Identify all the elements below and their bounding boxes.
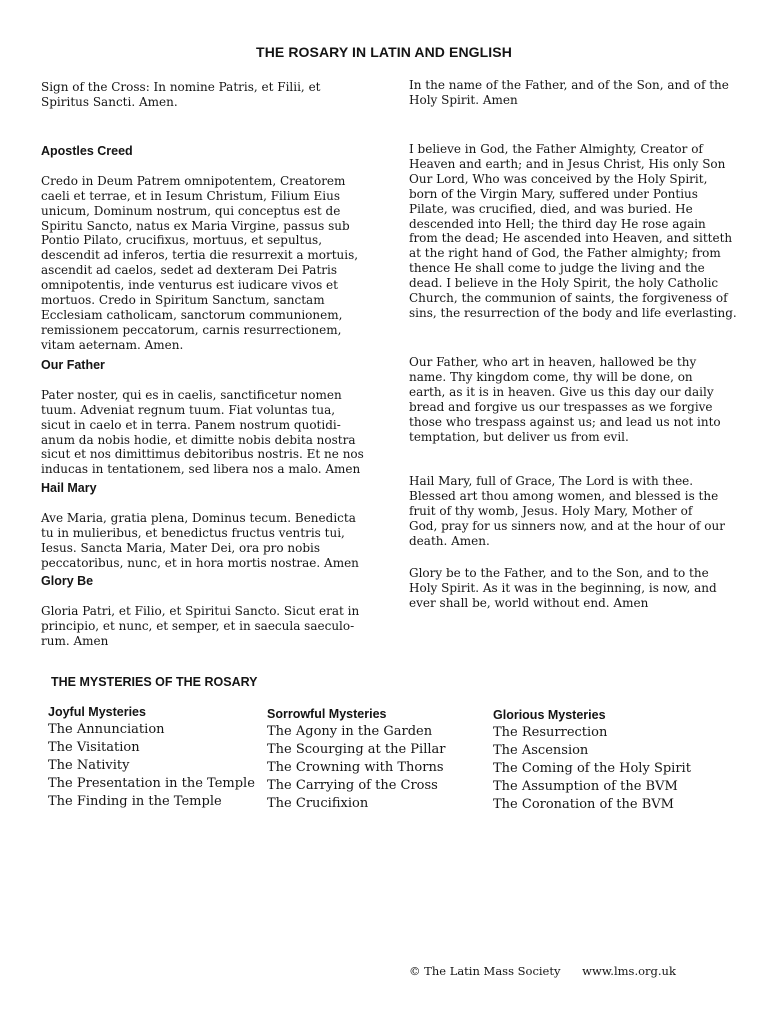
list-item: The Finding in the Temple — [48, 793, 222, 809]
hail-mary-heading: Hail Mary — [41, 480, 97, 495]
latin-sign-of-cross: Sign of the Cross: In nomine Patris, et Filii, et Spiritus Sancti. Amen. — [41, 80, 321, 109]
list-item: The Resurrection — [493, 725, 608, 740]
english-glory-be-text: Glory be to the Father, and to the Son, and to the Holy Spirit. As it was in the beginning, is now, and ever shall be, world without end. Amen — [409, 566, 717, 610]
list-item: The Visitation — [48, 739, 140, 755]
latin-our-father — [41, 343, 391, 477]
latin-apostles-creed — [41, 129, 391, 353]
list-item: The Agony in the Garden — [267, 724, 433, 739]
latin-creed-text: Credo in Deum Patrem omnipotentem, Creatorem caeli et terrae, et in Iesum Christum, Filium Eius unicum, Dominum nostrum, qui conceptus est de Spiritu Sancto, natus ex Maria Virgine, passus sub Pontio Pilato, crucifixus, mortuus, et sepultus, descendit ad inferos, tertia die resurrexit a mortuis, ascendit ad caelos, sedet ad dexteram Dei Patris omnipotentis, inde venturus est iudicare vivos et mortuos. Credo in Spiritum Sanctum, sanctam Ecclesiam catholicam, sanctorum communionem, remissionem peccatorum, carnis resurrectionem, vitam aeternam. Amen. — [41, 173, 359, 352]
list-item: The Coming of the Holy Spirit — [493, 760, 691, 776]
latin-hail-mary — [41, 466, 391, 570]
joyful-mysteries — [48, 704, 258, 811]
joyful-mysteries-list — [48, 721, 258, 811]
english-our-father-text: Our Father, who art in heaven, hallowed be thy name. Thy kingdom come, thy will be done, on earth, as it is in heaven. Give us this day our daily bread and forgive us our trespasses as we forgive those who trespass against us; and lead us not into temptation, but deliver us from evil. — [409, 355, 721, 444]
list-item: The Ascension — [493, 742, 589, 758]
latin-glory-be — [41, 559, 391, 649]
list-item: The Assumption of the BVM — [493, 778, 678, 794]
latin-hail-mary-text: Ave Maria, gratia plena, Dominus tecum. Benedicta tu in mulieribus, et benedictus fructus ventris tui, Iesus. Sancta Maria, Mater Dei, ora pro nobis peccatoribus, nunc, et in hora mortis nostrae. Amen — [41, 510, 359, 570]
our-father-heading: Our Father — [41, 357, 105, 372]
latin-glory-be-text: Gloria Patri, et Filio, et Spiritui Sancto. Sicut erat in principio, et nunc, et semper, et in saecula saeculo- rum. Amen — [41, 603, 360, 648]
page-title: THE ROSARY IN LATIN AND ENGLISH — [256, 44, 512, 60]
list-item: The Crowning with Thorns — [267, 759, 444, 775]
list-item: The Annunciation — [48, 722, 165, 737]
list-item: The Nativity — [48, 757, 130, 773]
joyful-mysteries-heading: Joyful Mysteries — [48, 705, 146, 719]
glorious-mysteries-heading: Glorious Mysteries — [493, 708, 606, 722]
sorrowful-mysteries-list — [267, 723, 482, 813]
mysteries-title: THE MYSTERIES OF THE ROSARY — [51, 675, 258, 689]
footer — [409, 964, 676, 978]
list-item: The Presentation in the Temple — [48, 775, 255, 791]
apostles-creed-heading: Apostles Creed — [41, 143, 133, 158]
sorrowful-mysteries-heading: Sorrowful Mysteries — [267, 707, 387, 721]
list-item: The Crucifixion — [267, 795, 369, 811]
glorious-mysteries — [493, 707, 723, 814]
website-url: www.lms.org.uk — [582, 964, 676, 978]
latin-our-father-text: Pater noster, qui es in caelis, sanctificetur nomen tuum. Adveniat regnum tuum. Fiat voluntas tua, sicut in caelo et in terra. Panem nostrum quotidi- anum da nobis hodie, et dimitte nobis debita nostra sicut et nos dimittimus debitoribus nostris. Et ne nos inducas in tentationem, sed libera nos a malo. Amen — [41, 387, 364, 477]
english-creed-text: I believe in God, the Father Almighty, Creator of Heaven and earth; and in Jesus Christ, His only Son Our Lord, Who was conceived by the Holy Spirit, born of the Virgin Mary, suffered under Pontius Pilate, was crucified, died, and was buried. He descended into Hell; the third day He rose again from the dead; He ascended into Heaven, and sitteth at the right hand of God, the Father almighty; from thence He shall come to judge the living and the dead. I believe in the Holy Spirit, the holy Catholic Church, the communion of saints, the forgiveness of sins, the resurrection of the body and life everlasting. — [409, 142, 737, 320]
english-hail-mary-text: Hail Mary, full of Grace, The Lord is with thee. Blessed art thou among women, and blessed is the fruit of thy womb, Jesus. Holy Mary, Mother of God, pray for us sinners now, and at the hour of our death. Amen. — [409, 474, 725, 548]
glory-be-heading: Glory Be — [41, 573, 94, 588]
copyright-text: © The Latin Mass Society — [409, 964, 561, 978]
list-item: The Coronation of the BVM — [493, 796, 674, 812]
english-sign-of-cross: In the name of the Father, and of the Son, and of the Holy Spirit. Amen — [409, 78, 729, 107]
list-item: The Carrying of the Cross — [267, 777, 438, 793]
list-item: The Scourging at the Pillar — [267, 741, 446, 757]
sorrowful-mysteries — [267, 706, 482, 813]
glorious-mysteries-list — [493, 724, 723, 814]
